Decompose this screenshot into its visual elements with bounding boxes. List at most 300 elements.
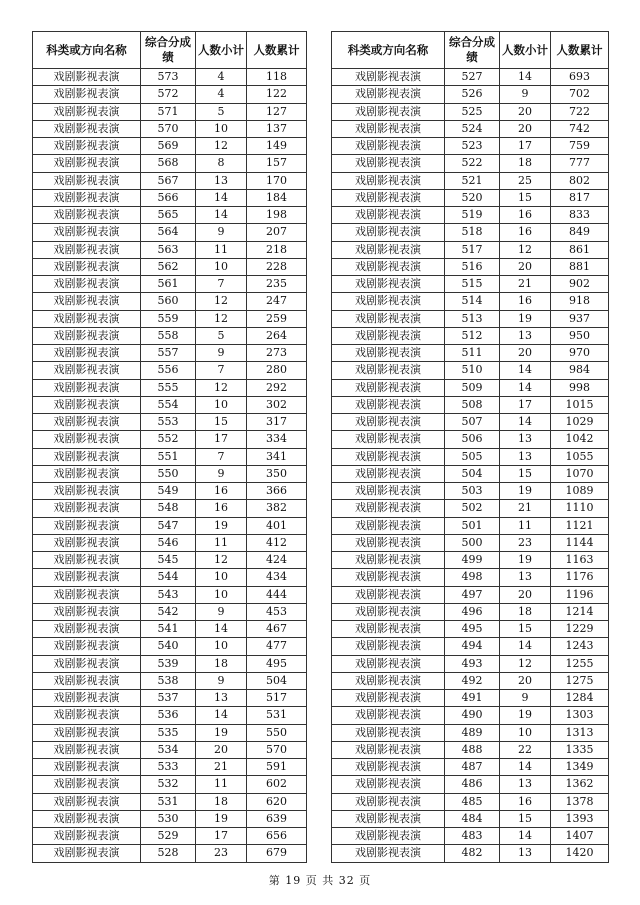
cell-name: 戏剧影视表演 [332,741,445,758]
cell-name: 戏剧影视表演 [33,345,141,362]
cell-cumulative: 759 [551,138,609,155]
cell-cumulative: 1176 [551,569,609,586]
cell-cumulative: 1163 [551,552,609,569]
table-row [33,672,307,689]
cell-name: 戏剧影视表演 [332,552,445,569]
table-row [332,86,609,103]
cell-name: 戏剧影视表演 [33,224,141,241]
cell-score: 483 [445,828,500,845]
cell-score: 572 [141,86,196,103]
cell-count: 21 [500,276,551,293]
cell-score: 504 [445,465,500,482]
table-row [33,120,307,137]
cell-name: 戏剧影视表演 [332,103,445,120]
cell-name: 戏剧影视表演 [33,621,141,638]
cell-score: 505 [445,448,500,465]
cell-score: 543 [141,586,196,603]
table-row [332,138,609,155]
cell-cumulative: 1362 [551,776,609,793]
cell-count: 16 [196,483,247,500]
table-row [33,86,307,103]
cell-name: 戏剧影视表演 [332,707,445,724]
cell-name: 戏剧影视表演 [332,483,445,500]
table-row [332,120,609,137]
table-row [332,379,609,396]
table-row [332,414,609,431]
cell-score: 542 [141,603,196,620]
cell-name: 戏剧影视表演 [332,586,445,603]
table-row [332,810,609,827]
cell-count: 16 [500,793,551,810]
cell-cumulative: 881 [551,258,609,275]
cell-score: 500 [445,534,500,551]
cell-count: 15 [500,810,551,827]
cell-cumulative: 602 [247,776,307,793]
cell-name: 戏剧影视表演 [332,362,445,379]
cell-score: 551 [141,448,196,465]
cell-name: 戏剧影视表演 [33,603,141,620]
cell-cumulative: 570 [247,741,307,758]
cell-name: 戏剧影视表演 [332,120,445,137]
cell-count: 20 [500,103,551,120]
cell-count: 12 [196,138,247,155]
table-row [33,603,307,620]
cell-count: 17 [196,828,247,845]
cell-score: 507 [445,414,500,431]
table-row [33,500,307,517]
table-row [332,189,609,206]
cell-score: 554 [141,396,196,413]
table-row [33,741,307,758]
cell-cumulative: 531 [247,707,307,724]
cell-score: 484 [445,810,500,827]
table-row [33,793,307,810]
cell-cumulative: 902 [551,276,609,293]
cell-name: 戏剧影视表演 [332,828,445,845]
cell-score: 573 [141,69,196,86]
cell-cumulative: 235 [247,276,307,293]
cell-cumulative: 334 [247,431,307,448]
table-row [332,586,609,603]
cell-count: 20 [500,345,551,362]
cell-cumulative: 247 [247,293,307,310]
cell-name: 戏剧影视表演 [33,431,141,448]
cell-score: 503 [445,483,500,500]
cell-name: 戏剧影视表演 [332,845,445,862]
cell-count: 9 [196,603,247,620]
cell-name: 戏剧影视表演 [33,448,141,465]
cell-count: 15 [500,189,551,206]
cell-cumulative: 157 [247,155,307,172]
table-row [332,534,609,551]
cell-count: 11 [196,534,247,551]
cell-score: 527 [445,69,500,86]
table-row [332,759,609,776]
cell-score: 499 [445,552,500,569]
cell-count: 11 [500,517,551,534]
cell-name: 戏剧影视表演 [33,810,141,827]
table-row [332,724,609,741]
cell-name: 戏剧影视表演 [33,707,141,724]
table-row [332,207,609,224]
cell-score: 508 [445,396,500,413]
cell-name: 戏剧影视表演 [332,172,445,189]
cell-cumulative: 1229 [551,621,609,638]
cell-score: 521 [445,172,500,189]
cell-name: 戏剧影视表演 [33,362,141,379]
cell-count: 12 [196,293,247,310]
cell-cumulative: 467 [247,621,307,638]
cell-cumulative: 1029 [551,414,609,431]
table-row [332,362,609,379]
header-cumulative: 人数累计 [551,32,609,69]
cell-name: 戏剧影视表演 [332,431,445,448]
cell-cumulative: 207 [247,224,307,241]
cell-score: 512 [445,327,500,344]
cell-name: 戏剧影视表演 [33,776,141,793]
table-row [33,845,307,862]
cell-name: 戏剧影视表演 [332,569,445,586]
cell-count: 20 [500,586,551,603]
cell-name: 戏剧影视表演 [332,500,445,517]
cell-name: 戏剧影视表演 [332,690,445,707]
cell-name: 戏剧影视表演 [332,207,445,224]
cell-count: 14 [500,362,551,379]
cell-score: 494 [445,638,500,655]
table-row [33,621,307,638]
cell-cumulative: 656 [247,828,307,845]
cell-cumulative: 228 [247,258,307,275]
cell-name: 戏剧影视表演 [332,534,445,551]
cell-score: 485 [445,793,500,810]
cell-cumulative: 350 [247,465,307,482]
cell-score: 557 [141,345,196,362]
cell-count: 18 [500,603,551,620]
table-row [332,793,609,810]
cell-cumulative: 412 [247,534,307,551]
cell-cumulative: 1313 [551,724,609,741]
table-row [332,517,609,534]
cell-score: 537 [141,690,196,707]
cell-count: 23 [196,845,247,862]
cell-name: 戏剧影视表演 [33,258,141,275]
cell-score: 520 [445,189,500,206]
cell-score: 519 [445,207,500,224]
cell-score: 571 [141,103,196,120]
cell-name: 戏剧影视表演 [332,759,445,776]
cell-cumulative: 1144 [551,534,609,551]
table-row [332,845,609,862]
cell-count: 12 [196,379,247,396]
table-row [33,138,307,155]
cell-score: 561 [141,276,196,293]
cell-cumulative: 1110 [551,500,609,517]
cell-count: 19 [196,517,247,534]
page-footer: 第 19 页 共 32 页 [268,874,372,887]
cell-cumulative: 950 [551,327,609,344]
cell-name: 戏剧影视表演 [332,655,445,672]
cell-count: 14 [500,759,551,776]
table-row [33,431,307,448]
table-row [332,431,609,448]
table-row [33,207,307,224]
table-row [332,310,609,327]
header-score: 综合分成绩 [141,32,196,69]
cell-count: 16 [500,207,551,224]
cell-name: 戏剧影视表演 [332,327,445,344]
cell-score: 516 [445,258,500,275]
cell-cumulative: 918 [551,293,609,310]
cell-count: 15 [196,414,247,431]
cell-score: 558 [141,327,196,344]
cell-score: 567 [141,172,196,189]
cell-cumulative: 1015 [551,396,609,413]
cell-score: 565 [141,207,196,224]
cell-score: 532 [141,776,196,793]
cell-name: 戏剧影视表演 [33,655,141,672]
table-row [33,552,307,569]
cell-count: 14 [500,828,551,845]
cell-score: 544 [141,569,196,586]
cell-cumulative: 1214 [551,603,609,620]
header-score: 综合分成绩 [445,32,500,69]
cell-score: 540 [141,638,196,655]
cell-cumulative: 184 [247,189,307,206]
cell-cumulative: 1042 [551,431,609,448]
cell-name: 戏剧影视表演 [332,465,445,482]
cell-count: 19 [196,810,247,827]
cell-cumulative: 620 [247,793,307,810]
table-row [33,517,307,534]
table-row [332,172,609,189]
cell-cumulative: 802 [551,172,609,189]
cell-name: 戏剧影视表演 [332,345,445,362]
cell-cumulative: 1089 [551,483,609,500]
table-row [33,414,307,431]
cell-cumulative: 504 [247,672,307,689]
cell-name: 戏剧影视表演 [33,189,141,206]
cell-name: 戏剧影视表演 [332,69,445,86]
cell-count: 18 [500,155,551,172]
table-row [332,707,609,724]
cell-count: 13 [196,690,247,707]
cell-cumulative: 679 [247,845,307,862]
cell-name: 戏剧影视表演 [33,534,141,551]
table-row [33,396,307,413]
table-row [332,258,609,275]
cell-score: 502 [445,500,500,517]
cell-cumulative: 302 [247,396,307,413]
table-row [33,724,307,741]
cell-count: 19 [196,724,247,741]
cell-cumulative: 292 [247,379,307,396]
cell-cumulative: 1243 [551,638,609,655]
table-row [332,552,609,569]
table-row [332,672,609,689]
table-row [332,276,609,293]
cell-count: 13 [196,172,247,189]
table-row [332,483,609,500]
table-row [33,103,307,120]
cell-cumulative: 434 [247,569,307,586]
cell-score: 526 [445,86,500,103]
cell-count: 10 [500,724,551,741]
cell-cumulative: 833 [551,207,609,224]
cell-score: 541 [141,621,196,638]
cell-cumulative: 495 [247,655,307,672]
cell-cumulative: 517 [247,690,307,707]
cell-name: 戏剧影视表演 [332,396,445,413]
table-row [332,224,609,241]
cell-score: 487 [445,759,500,776]
cell-count: 12 [196,310,247,327]
cell-name: 戏剧影视表演 [33,569,141,586]
cell-score: 514 [445,293,500,310]
table-row [33,707,307,724]
cell-score: 515 [445,276,500,293]
cell-score: 488 [445,741,500,758]
cell-cumulative: 1255 [551,655,609,672]
table-row [33,293,307,310]
table-row [33,483,307,500]
cell-score: 546 [141,534,196,551]
table-row [332,448,609,465]
cell-cumulative: 317 [247,414,307,431]
cell-name: 戏剧影视表演 [332,155,445,172]
cell-name: 戏剧影视表演 [33,500,141,517]
cell-count: 14 [196,707,247,724]
cell-cumulative: 1275 [551,672,609,689]
cell-score: 495 [445,621,500,638]
cell-score: 566 [141,189,196,206]
cell-count: 20 [500,672,551,689]
table-row [33,638,307,655]
table-row [33,241,307,258]
cell-score: 556 [141,362,196,379]
cell-score: 553 [141,414,196,431]
cell-cumulative: 937 [551,310,609,327]
cell-name: 戏剧影视表演 [33,638,141,655]
table-row [33,448,307,465]
cell-score: 486 [445,776,500,793]
cell-score: 570 [141,120,196,137]
cell-name: 戏剧影视表演 [332,448,445,465]
cell-score: 506 [445,431,500,448]
cell-score: 493 [445,655,500,672]
cell-count: 21 [196,759,247,776]
cell-name: 戏剧影视表演 [332,517,445,534]
cell-count: 20 [196,741,247,758]
cell-cumulative: 198 [247,207,307,224]
cell-count: 13 [500,776,551,793]
cell-name: 戏剧影视表演 [33,172,141,189]
cell-count: 10 [196,569,247,586]
table-row [332,155,609,172]
cell-score: 522 [445,155,500,172]
table-row [332,396,609,413]
cell-name: 戏剧影视表演 [33,690,141,707]
cell-name: 戏剧影视表演 [33,138,141,155]
table-row [332,500,609,517]
cell-count: 14 [500,69,551,86]
cell-cumulative: 137 [247,120,307,137]
cell-count: 9 [500,86,551,103]
cell-count: 21 [500,500,551,517]
cell-name: 戏剧影视表演 [33,793,141,810]
table-row [332,690,609,707]
cell-count: 16 [500,293,551,310]
header-count: 人数小计 [196,32,247,69]
cell-name: 戏剧影视表演 [33,465,141,482]
cell-name: 戏剧影视表演 [33,759,141,776]
cell-cumulative: 401 [247,517,307,534]
cell-cumulative: 550 [247,724,307,741]
cell-name: 戏剧影视表演 [332,724,445,741]
cell-name: 戏剧影视表演 [33,672,141,689]
cell-score: 563 [141,241,196,258]
cell-count: 13 [500,569,551,586]
cell-score: 536 [141,707,196,724]
cell-score: 533 [141,759,196,776]
cell-score: 560 [141,293,196,310]
cell-name: 戏剧影视表演 [332,810,445,827]
cell-cumulative: 477 [247,638,307,655]
cell-name: 戏剧影视表演 [33,103,141,120]
cell-name: 戏剧影视表演 [332,224,445,241]
table-row [33,810,307,827]
cell-name: 戏剧影视表演 [332,138,445,155]
cell-score: 568 [141,155,196,172]
cell-cumulative: 118 [247,69,307,86]
table-row [33,379,307,396]
cell-count: 25 [500,172,551,189]
cell-cumulative: 722 [551,103,609,120]
table-row [33,310,307,327]
table-row [332,293,609,310]
cell-cumulative: 817 [551,189,609,206]
cell-count: 13 [500,327,551,344]
cell-name: 戏剧影视表演 [332,793,445,810]
cell-name: 戏剧影视表演 [33,552,141,569]
cell-name: 戏剧影视表演 [332,776,445,793]
header-name: 科类或方向名称 [33,32,141,69]
cell-name: 戏剧影视表演 [332,276,445,293]
cell-count: 17 [500,396,551,413]
cell-name: 戏剧影视表演 [33,828,141,845]
cell-score: 482 [445,845,500,862]
cell-cumulative: 849 [551,224,609,241]
cell-name: 戏剧影视表演 [332,86,445,103]
cell-cumulative: 742 [551,120,609,137]
cell-count: 14 [196,207,247,224]
cell-count: 15 [500,465,551,482]
table-row [33,776,307,793]
cell-name: 戏剧影视表演 [33,396,141,413]
cell-cumulative: 639 [247,810,307,827]
table-row [332,621,609,638]
cell-cumulative: 218 [247,241,307,258]
cell-name: 戏剧影视表演 [33,207,141,224]
cell-cumulative: 1420 [551,845,609,862]
table-row [33,759,307,776]
cell-count: 5 [196,103,247,120]
cell-name: 戏剧影视表演 [33,120,141,137]
cell-cumulative: 366 [247,483,307,500]
header-count: 人数小计 [500,32,551,69]
cell-cumulative: 693 [551,69,609,86]
cell-cumulative: 382 [247,500,307,517]
table-row [332,345,609,362]
